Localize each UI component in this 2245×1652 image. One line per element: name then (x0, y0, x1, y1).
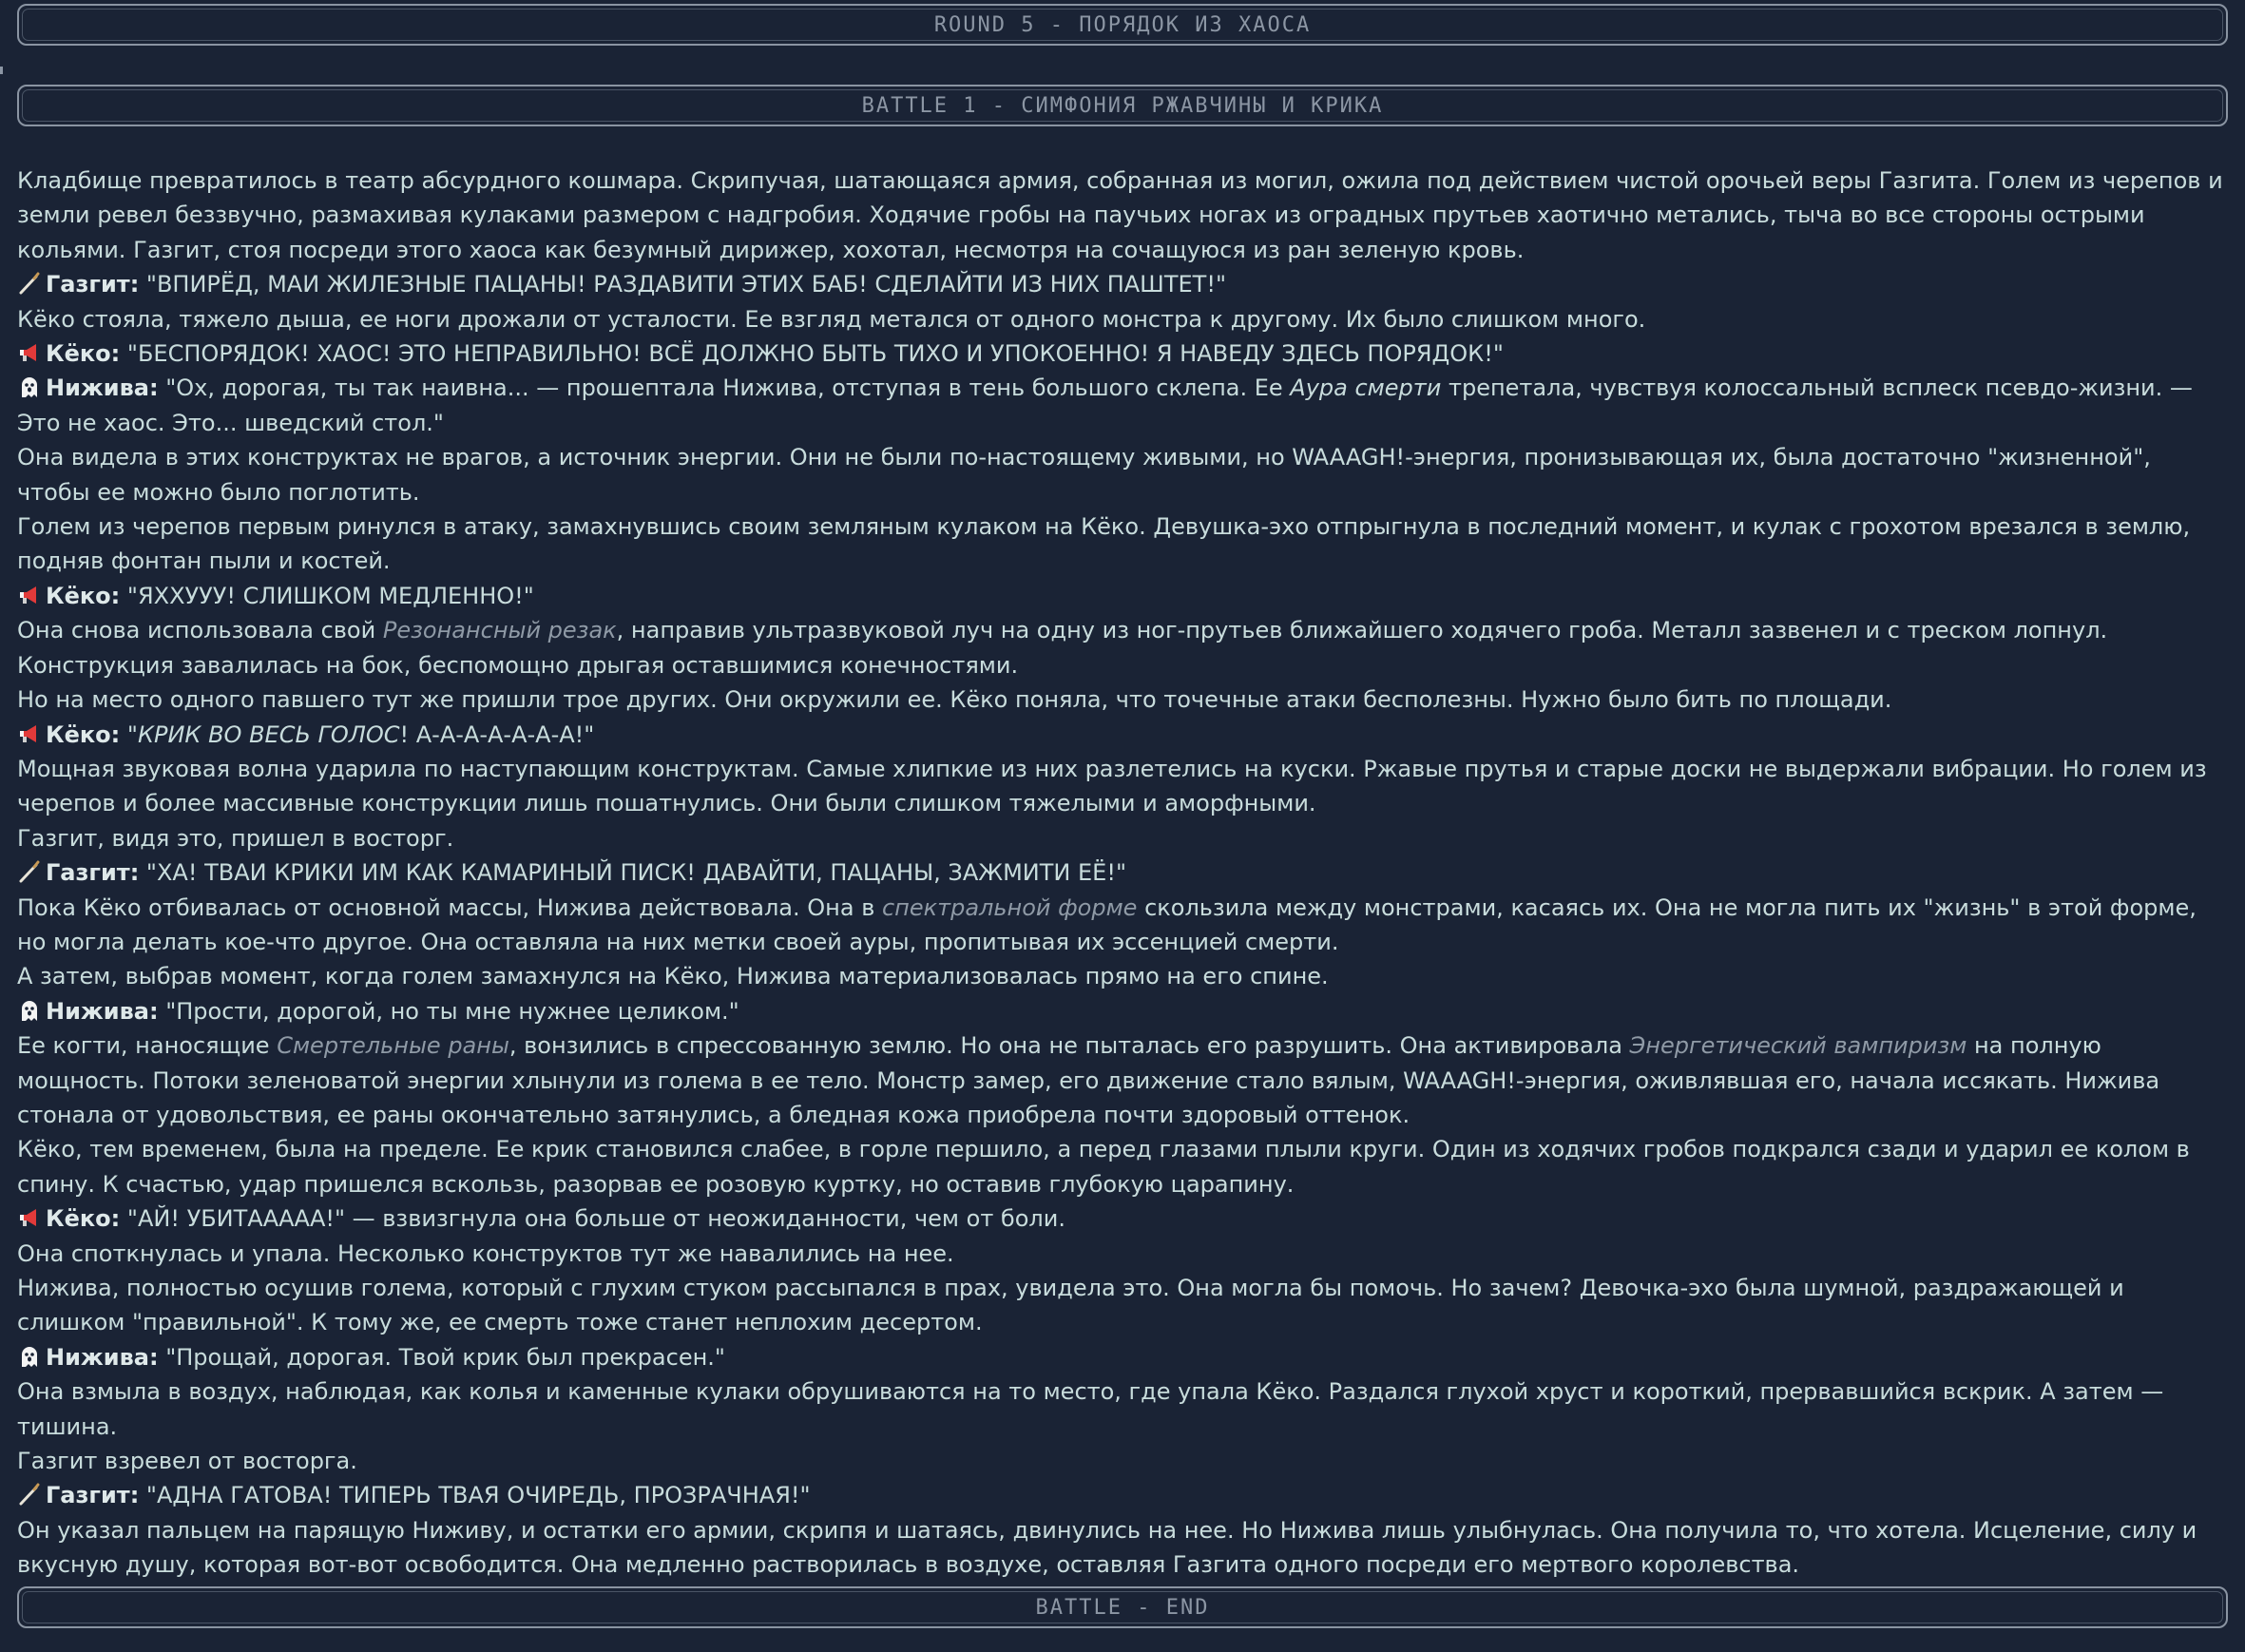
narration-line: Она снова использовала свой Резонансный резак, направив ультразвуковой луч на одну из ног-прутьев ближайшего ходячего гроба. Металл зазвенел и с треском лопнул. Конструкция завалилась на бок, беспомощно дрыгая оставшимися конечностями. (17, 617, 2108, 679)
narration-line: Кладбище превратилось в театр абсурдного кошмара. Скрипучая, шатающаяся армия, собранная из могил, ожила под действием чистой орочьей веры Газгита. Голем из черепов и земли ревел беззвучно, размахивая кулаками размером с надгробия. Ходячие гробы на паучьих ногах из оградных прутьев хаотично метались, тыча во все стороны острыми кольями. Газгит, стоя посреди этого хаоса как безумный дирижер, хохотал, несмотря на сочащуюся из ран зеленую кровь. (17, 167, 2223, 263)
speech-line: Нижива: "Прости, дорогой, но ты мне нужнее целиком." (17, 994, 2230, 1028)
skill-name: Энергетический вампиризм (1629, 1032, 1967, 1060)
speaker-name: Газгит: (46, 271, 140, 298)
narration-line: Она споткнулась и упала. Несколько конструктов тут же навалились на нее. (17, 1239, 954, 1267)
speaker-name: Кёко: (46, 1205, 121, 1233)
speaker-name: Кёко: (46, 582, 121, 609)
wand-icon (17, 271, 46, 296)
megaphone-icon (17, 583, 46, 607)
speech-line: Нижива: "Ох, дорогая, ты так наивна... — прошептала Нижива, отступая в тень большого склепа. Ее Аура смерти трепетала, чувствуя колоссальный всплеск псевдо-жизни. — Это не хаос. Это... шведский стол." (17, 375, 2193, 436)
speech-line: Кёко: "КРИК ВО ВЕСЬ ГОЛОС! А-А-А-А-А-А-А!" (17, 718, 2230, 752)
speaker-name: Нижива: (46, 1343, 159, 1371)
narration-line: Ее когти, наносящие Смертельные раны, вонзились в спрессованную землю. Но она не пыталась его разрушить. Она активировала Энергетический вампиризм на полную мощность. Потоки зеленоватой энергии хлынули из голема в ее тело. Монстр замер, его движение стало вялым, WAAAGH!-энергия, оживлявшая его, начала иссякать. Нижива стонала от удовольствия, ее раны окончательно затянулись, а бледная кожа приобрела почти здоровый оттенок. (17, 1032, 2160, 1128)
narration-line: Она взмыла в воздух, наблюдая, как колья и каменные кулаки обрушиваются на то место, где упала Кёко. Раздался глухой хруст и короткий, прервавшийся вскрик. А затем — тишина. (17, 1378, 2164, 1440)
speech-line: Кёко: "БЕСПОРЯДОК! ХАОС! ЭТО НЕПРАВИЛЬНО! ВСЁ ДОЛЖНО БЫТЬ ТИХО И УПОКОЕННО! Я НАВЕДУ ЗДЕСЬ ПОРЯДОК!" (17, 336, 2230, 371)
narration-line: Но на место одного павшего тут же пришли трое других. Они окружили ее. Кёко поняла, что точечные атаки бесполезны. Нужно было бить по площади. (17, 686, 1892, 714)
megaphone-icon (17, 721, 46, 746)
narration-line: Голем из черепов первым ринулся в атаку, замахнувшись своим земляным кулаком на Кёко. Девушка-эхо отпрыгнула в последний момент, и кулак с грохотом врезался в землю, подняв фонтан пыли и костей. (17, 513, 2191, 575)
skill-name: Резонансный резак (382, 617, 617, 644)
story-log (17, 163, 2230, 1583)
battle-end-title: BATTLE - END (1035, 1595, 1210, 1620)
narration-line: Кёко, тем временем, была на пределе. Ее крик становился слабее, в горле першило, а перед глазами плыли круги. Один из ходячих гробов подкрался сзади и ударил ее колом в спину. К счастью, удар пришелся вскользь, разорвав ее розовую куртку, но оставив глубокую царапину. (17, 1136, 2190, 1198)
speech-line: Нижива: "Прощай, дорогая. Твой крик был прекрасен." (17, 1340, 2230, 1374)
speech-line: Газгит: "ХА! ТВАИ КРИКИ ИМ КАК КАМАРИНЫЙ ПИСК! ДАВАЙТИ, ПАЦАНЫ, ЗАЖМИТИ ЕЁ!" (17, 855, 2230, 890)
speaker-name: Газгит: (46, 1482, 140, 1509)
skill-name: спектральной форме (881, 893, 1138, 921)
speaker-name: Нижива: (46, 375, 159, 402)
edge-marker (0, 67, 3, 74)
speech-line: Кёко: "АЙ! УБИТААААА!" — взвизгнула она больше от неожиданности, чем от боли. (17, 1201, 2230, 1236)
ghost-icon (17, 1344, 46, 1369)
speaker-name: Газгит: (46, 859, 140, 887)
speech-line: Газгит: "АДНА ГАТОВА! ТИПЕРЬ ТВАЯ ОЧИРЕДЬ, ПРОЗРАЧНАЯ!" (17, 1478, 2230, 1512)
wand-icon (17, 1482, 46, 1507)
megaphone-icon (17, 1205, 46, 1230)
narration-line: А затем, выбрав момент, когда голем замахнулся на Кёко, Нижива материализовалась прямо на его спине. (17, 963, 1329, 990)
narration-line: Он указал пальцем на парящую Ниживу, и остатки его армии, скрипя и шатаясь, двинулись на нее. Но Нижива лишь улыбнулась. Она получила то, что хотела. Исцеление, силу и вкусную душу, которая вот-вот освободится. Она медленно растворилась в воздухе, оставляя Газгита одного посреди его мертвого королевства. (17, 1516, 2197, 1579)
battle-end-banner (17, 1586, 2228, 1628)
megaphone-icon (17, 340, 46, 365)
ghost-icon (17, 998, 46, 1023)
battle-title: BATTLE 1 - СИМФОНИЯ РЖАВЧИНЫ И КРИКА (861, 93, 1384, 118)
speech-line: Газгит: "ВПИРЁД, МАИ ЖИЛЕЗНЫЕ ПАЦАНЫ! РАЗДАВИТИ ЭТИХ БАБ! СДЕЛАЙТИ ИЗ НИХ ПАШТЕТ!" (17, 267, 2230, 301)
skill-name: КРИК ВО ВЕСЬ ГОЛОС (137, 720, 400, 748)
narration-line: Газгит, видя это, пришел в восторг. (17, 824, 454, 852)
narration-line: Она видела в этих конструктах не врагов, а источник энергии. Они не были по-настоящему живыми, но WAAAGH!-энергия, пронизывающая их, была достаточно "жизненной", чтобы ее можно было поглотить. (17, 444, 2151, 506)
narration-line: Нижива, полностью осушив голема, который с глухим стуком рассыпался в прах, увидела это. Она могла бы помочь. Но зачем? Девочка-эхо была шумной, раздражающей и слишком "правильной". К тому же, ее смерть тоже станет неплохим десертом. (17, 1275, 2124, 1336)
skill-name: Смертельные раны (277, 1032, 509, 1060)
narration-line: Газгит взревел от восторга. (17, 1448, 357, 1475)
round-banner (17, 4, 2228, 46)
wand-icon (17, 859, 46, 884)
speaker-name: Нижива: (46, 997, 159, 1025)
speaker-name: Кёко: (46, 720, 121, 748)
speech-line: Кёко: "ЯХХУУУ! СЛИШКОМ МЕДЛЕННО!" (17, 579, 2230, 613)
battle-banner (17, 85, 2228, 126)
narration-line: Пока Кёко отбивалась от основной массы, Нижива действовала. Она в спектральной форме скользила между монстрами, касаясь их. Она не могла пить их "жизнь" в этой форме, но могла делать кое-что другое. Она оставляла на них метки своей ауры, пропитывая их эссенцией смерти. (17, 893, 2197, 955)
skill-name: Аура смерти (1290, 375, 1442, 402)
ghost-icon (17, 375, 46, 399)
round-title: ROUND 5 - ПОРЯДОК ИЗ ХАОСА (933, 12, 1312, 37)
narration-line: Кёко стояла, тяжело дыша, ее ноги дрожали от усталости. Ее взгляд метался от одного монстра к другому. Их было слишком много. (17, 305, 1646, 333)
narration-line: Мощная звуковая волна ударила по наступающим конструктам. Самые хлипкие из них разлетелись на куски. Ржавые прутья и старые доски не выдержали вибрации. Но голем из черепов и более массивные конструкции лишь пошатнулись. Они были слишком тяжелыми и аморфными. (17, 755, 2207, 817)
speaker-name: Кёко: (46, 340, 121, 368)
